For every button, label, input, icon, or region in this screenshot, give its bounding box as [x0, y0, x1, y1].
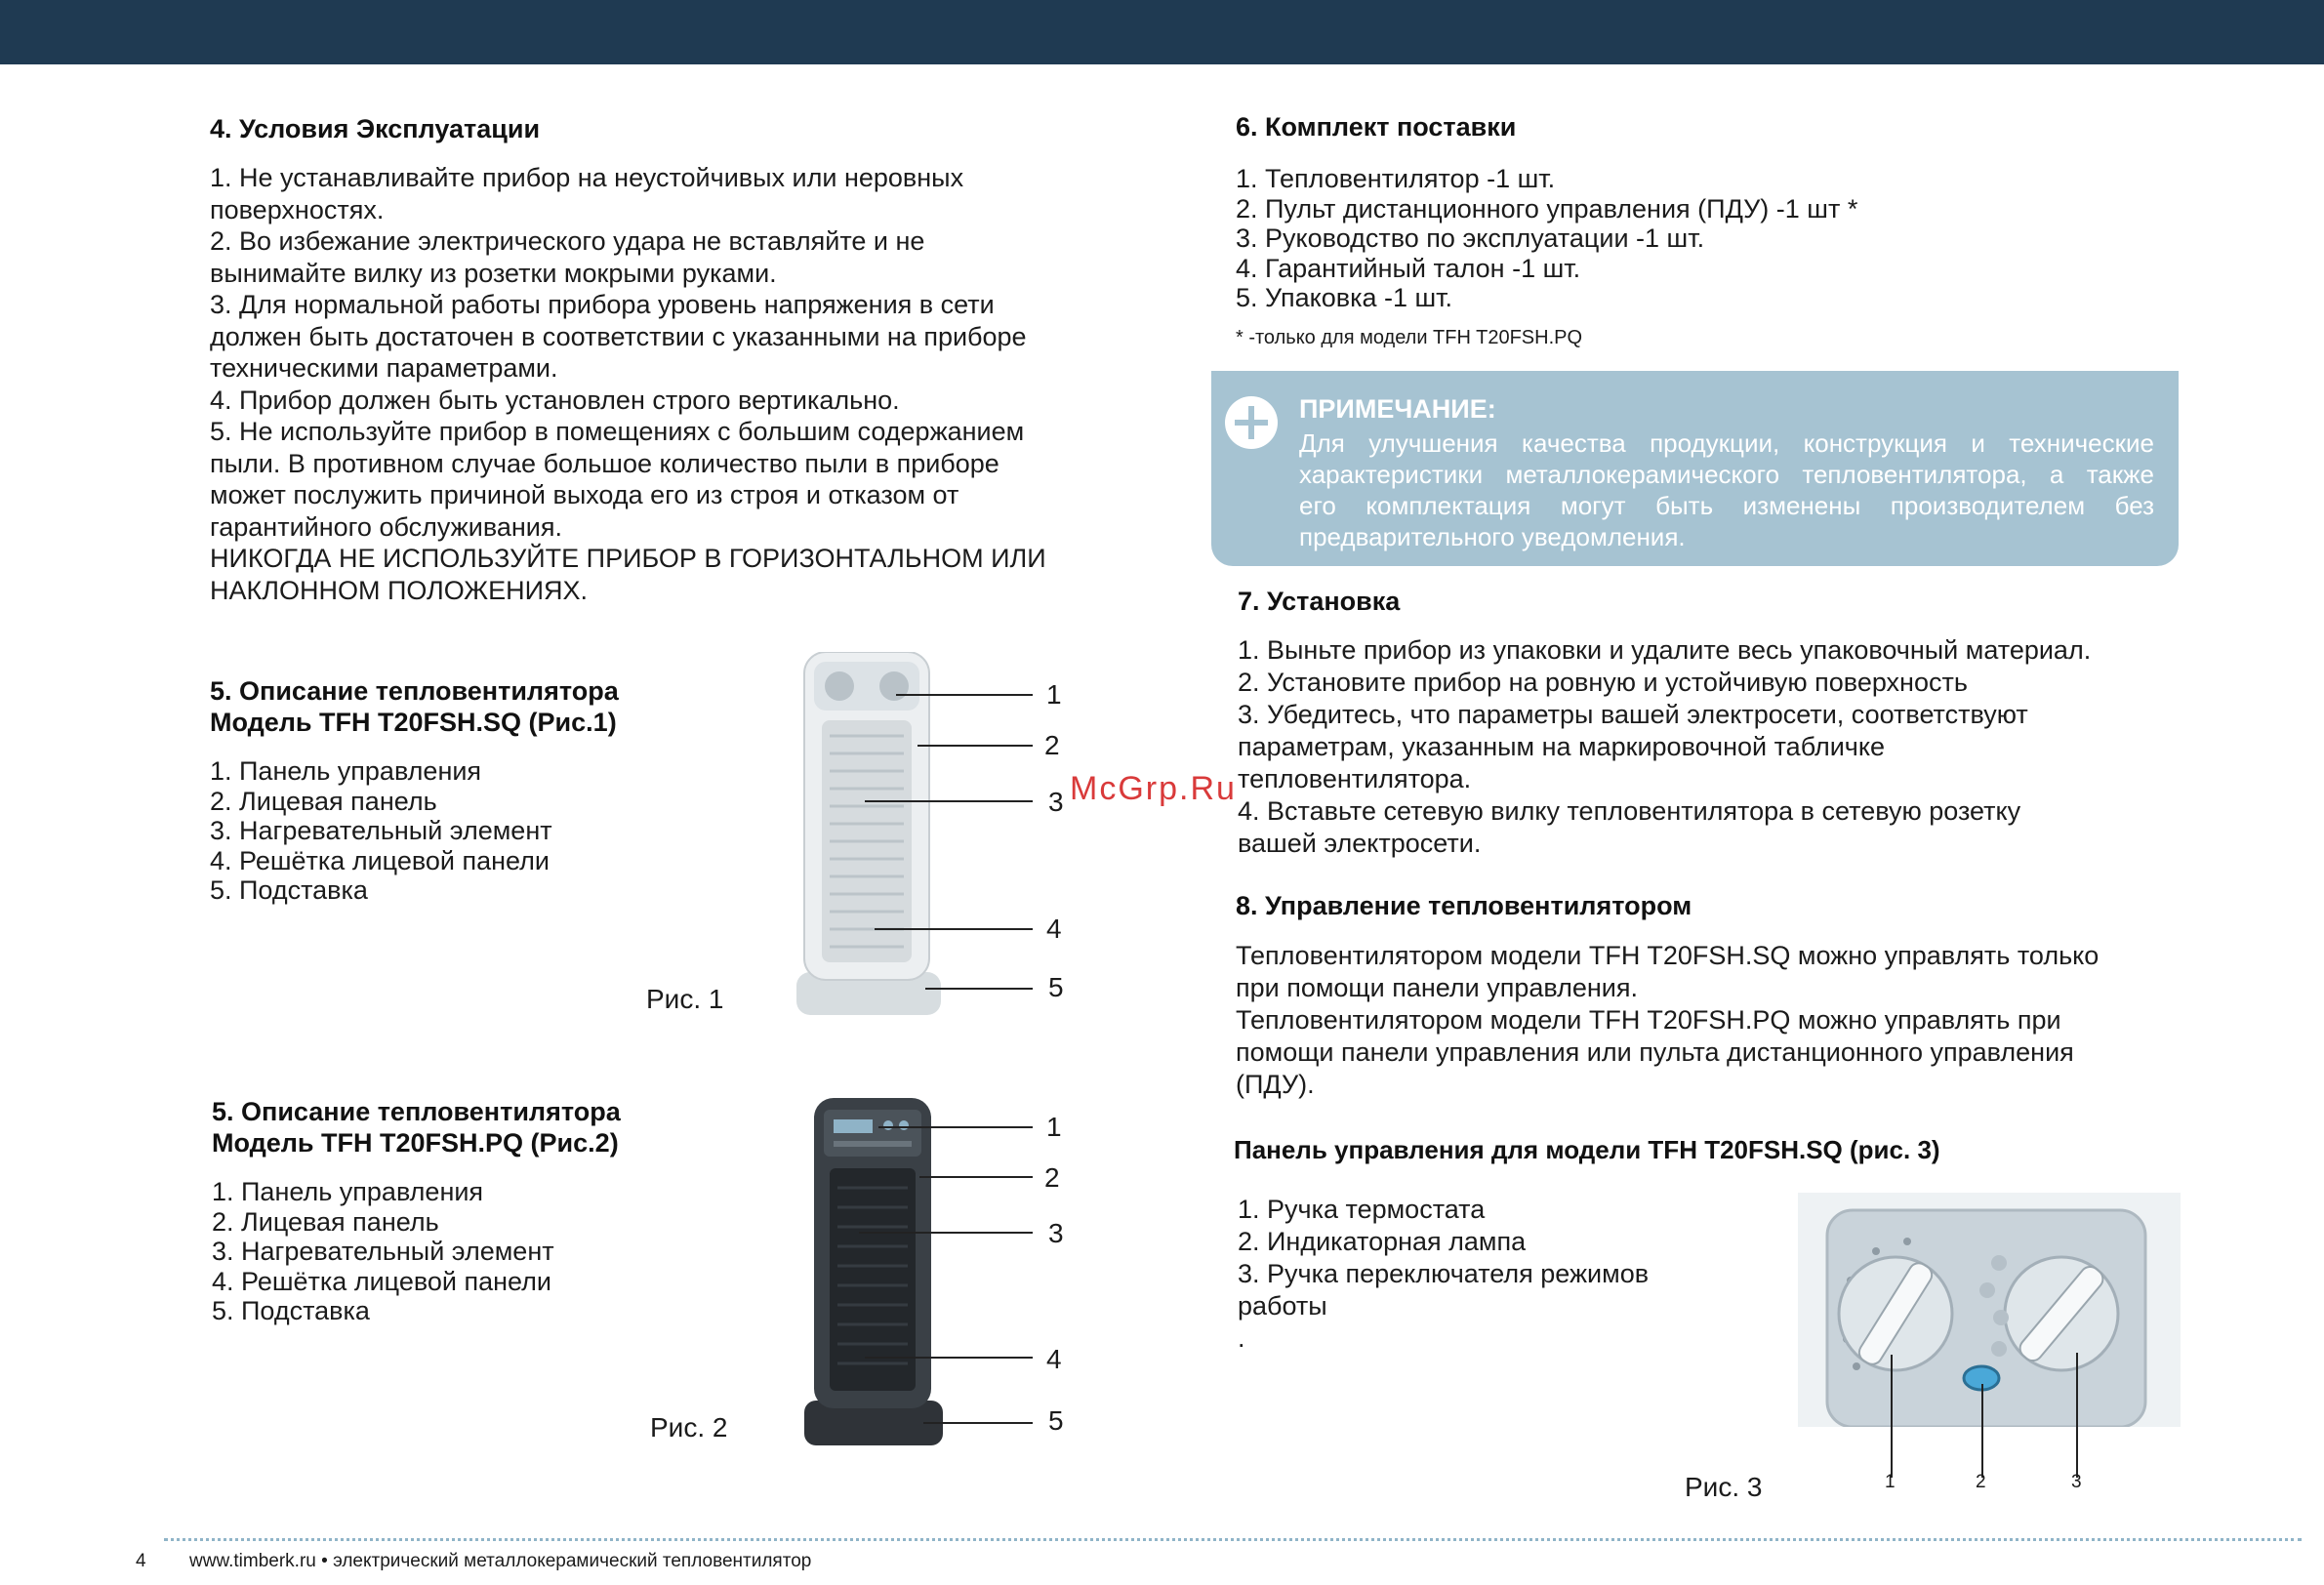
- list-item: 2. Лицевая панель: [212, 1206, 439, 1237]
- callout-line: [865, 800, 1033, 802]
- callout-number: 2: [1044, 730, 1060, 760]
- list-item: 5. Подставка: [210, 875, 368, 905]
- callout-number: 3: [1048, 1218, 1064, 1248]
- section-5a-title: 5. Описание тепловентилятора: [210, 676, 619, 706]
- text-line: помощи панели управления или пульта дистанционного управления: [1236, 1037, 2074, 1067]
- text-line: характеристики металлокерамического тепловентилятора, а также: [1299, 460, 2154, 489]
- section-8-body: [1236, 940, 2099, 1101]
- text-line: предварительного уведомления.: [1299, 522, 1686, 551]
- page-number: 4: [136, 1551, 146, 1571]
- list-item: 2. Лицевая панель: [210, 786, 437, 816]
- list-item: работы: [1238, 1291, 1327, 1321]
- list-item: 1. Ручка термостата: [1238, 1195, 1486, 1224]
- heater-white-illustration: [791, 652, 947, 1023]
- text-line: поверхностях.: [210, 194, 385, 224]
- callout-number: 5: [1048, 972, 1064, 1002]
- text-line: параметрам, указанным на маркировочной табличке: [1238, 732, 1885, 761]
- callout-number: 5: [1048, 1405, 1064, 1436]
- list-item: 4. Решётка лицевой панели: [210, 845, 550, 875]
- list-item: 2. Индикаторная лампа: [1238, 1227, 1527, 1256]
- callout-number: 4: [1046, 914, 1062, 944]
- list-item: 4. Гарантийный талон -1 шт.: [1236, 253, 1581, 283]
- section-5a-model: Модель TFH T20FSH.SQ (Рис.1): [210, 708, 617, 737]
- control-panel-list: [1238, 1194, 1649, 1355]
- text-line: гарантийного обслуживания.: [210, 511, 562, 542]
- text-line: 5. Не используйте прибор в помещениях с большим содержанием: [210, 417, 1025, 446]
- top-header-bar: [0, 0, 2324, 64]
- text-line: пыли. В противном случае большое количество пыли в приборе: [210, 448, 999, 478]
- text-line: (ПДУ).: [1236, 1070, 1315, 1099]
- figure-2-caption: Рис. 2: [650, 1412, 728, 1443]
- text-line: 1. Выньте прибор из упаковки и удалите весь упаковочный материал.: [1238, 635, 2092, 665]
- section-7-title: 7. Установка: [1238, 587, 1401, 616]
- text-line: 3. Для нормальной работы прибора уровень напряжения в сети: [210, 290, 995, 319]
- control-panel-illustration: [1798, 1193, 2181, 1427]
- heater-dark-illustration: [800, 1098, 947, 1451]
- list-item: 4. Решётка лицевой панели: [212, 1266, 551, 1296]
- figure-1-caption: Рис. 1: [646, 984, 724, 1014]
- note-title: ПРИМЕЧАНИЕ:: [1299, 394, 1496, 424]
- footer-text: www.timberk.ru • электрический металлокерамический тепловентилятор: [189, 1551, 812, 1571]
- text-line: Для улучшения качества продукции, конструкция и технические: [1299, 428, 2154, 458]
- callout-line: [923, 1422, 1033, 1424]
- text-line: 3. Убедитесь, что параметры вашей электросети, соответствуют: [1238, 700, 2028, 729]
- callout-number: 3: [2071, 1472, 2082, 1492]
- section-5a-list: [210, 756, 552, 906]
- list-item: 2. Пульт дистанционного управления (ПДУ) -1 шт *: [1236, 193, 1858, 224]
- list-item: 1. Панель управления: [212, 1177, 484, 1206]
- text-line: 4. Прибор должен быть установлен строго вертикально.: [210, 385, 900, 415]
- text-line: при помощи панели управления.: [1236, 973, 1639, 1002]
- callout-number: 1: [1046, 679, 1062, 710]
- plus-icon: [1225, 396, 1278, 449]
- figure-3-caption: Рис. 3: [1685, 1472, 1763, 1502]
- list-item: .: [1238, 1323, 1245, 1353]
- section-5b-model: Модель TFH T20FSH.PQ (Рис.2): [212, 1128, 619, 1158]
- list-item: 5. Подставка: [212, 1296, 370, 1325]
- list-item: 1. Тепловентилятор -1 шт.: [1236, 164, 1556, 193]
- text-line: должен быть достаточен в соответствии с указанными на приборе: [210, 321, 1027, 351]
- text-line: 2. Установите прибор на ровную и устойчивую поверхность: [1238, 668, 1968, 697]
- note-text: [1299, 427, 2154, 552]
- callout-number: 2: [1044, 1162, 1060, 1193]
- section-6-title: 6. Комплект поставки: [1236, 112, 1517, 142]
- text-line: техническими параметрами.: [210, 353, 558, 383]
- text-line: может послужить причиной выхода его из строя и отказом от: [210, 480, 959, 509]
- section-4-title: 4. Условия Эксплуатации: [210, 114, 541, 143]
- text-line: 4. Вставьте сетевую вилку тепловентилятора в сетевую розетку: [1238, 796, 2021, 826]
- text-line: вашей электросети.: [1238, 829, 1482, 858]
- text-line: Тепловентилятором модели TFH T20FSH.SQ можно управлять только: [1236, 941, 2100, 970]
- section-6-footnote: * -только для модели TFH T20FSH.PQ: [1236, 327, 1583, 348]
- callout-number: 4: [1046, 1344, 1062, 1374]
- list-item: 3. Ручка переключателя режимов: [1238, 1259, 1650, 1288]
- text-line: 1. Не устанавливайте прибор на неустойчивых или неровных: [210, 163, 964, 192]
- callout-line: [875, 928, 1033, 930]
- callout-number: 1: [1046, 1112, 1062, 1142]
- section-4-body: [210, 162, 1147, 606]
- callout-line: [925, 988, 1033, 990]
- note-box: [1211, 371, 2179, 566]
- list-item: 5. Упаковка -1 шт.: [1236, 283, 1453, 312]
- callout-line: [2076, 1353, 2078, 1478]
- control-panel-title: Панель управления для модели TFH T20FSH.SQ (рис. 3): [1234, 1135, 1940, 1164]
- text-line: его комплектация могут быть изменены производителем без: [1299, 491, 2154, 520]
- callout-line: [917, 745, 1033, 747]
- section-5b-list: [212, 1177, 554, 1326]
- section-5b-title: 5. Описание тепловентилятора: [212, 1097, 621, 1126]
- callout-line: [919, 1176, 1033, 1178]
- watermark: McGrp.Ru: [1070, 770, 1237, 807]
- callout-line: [1891, 1355, 1893, 1478]
- section-7-body: [1238, 634, 2091, 860]
- callout-line: [878, 1126, 1033, 1128]
- list-item: 1. Панель управления: [210, 756, 482, 786]
- list-item: 3. Нагревательный элемент: [212, 1237, 554, 1266]
- callout-number: 2: [1976, 1472, 1986, 1492]
- callout-number: 3: [1048, 787, 1064, 817]
- callout-line: [859, 1232, 1033, 1234]
- callout-line: [1981, 1384, 1983, 1478]
- callout-line: [896, 694, 1033, 696]
- text-line: НАКЛОННОМ ПОЛОЖЕНИЯХ.: [210, 575, 589, 605]
- text-line: Тепловентилятором модели TFH T20FSH.PQ можно управлять при: [1236, 1005, 2061, 1035]
- text-line: 2. Во избежание электрического удара не вставляйте и не: [210, 226, 925, 256]
- callout-number: 1: [1885, 1472, 1896, 1492]
- callout-line: [865, 1357, 1033, 1359]
- text-line: тепловентилятора.: [1238, 764, 1472, 793]
- section-8-title: 8. Управление тепловентилятором: [1236, 891, 1692, 920]
- footer-divider: [164, 1538, 2302, 1541]
- list-item: 3. Руководство по эксплуатации -1 шт.: [1236, 224, 1705, 253]
- list-item: 3. Нагревательный элемент: [210, 816, 552, 845]
- text-line: НИКОГДА НЕ ИСПОЛЬЗУЙТЕ ПРИБОР В ГОРИЗОНТАЛЬНОМ ИЛИ: [210, 544, 1046, 573]
- section-6-list: [1236, 164, 1857, 313]
- text-line: вынимайте вилку из розетки мокрыми руками.: [210, 258, 777, 288]
